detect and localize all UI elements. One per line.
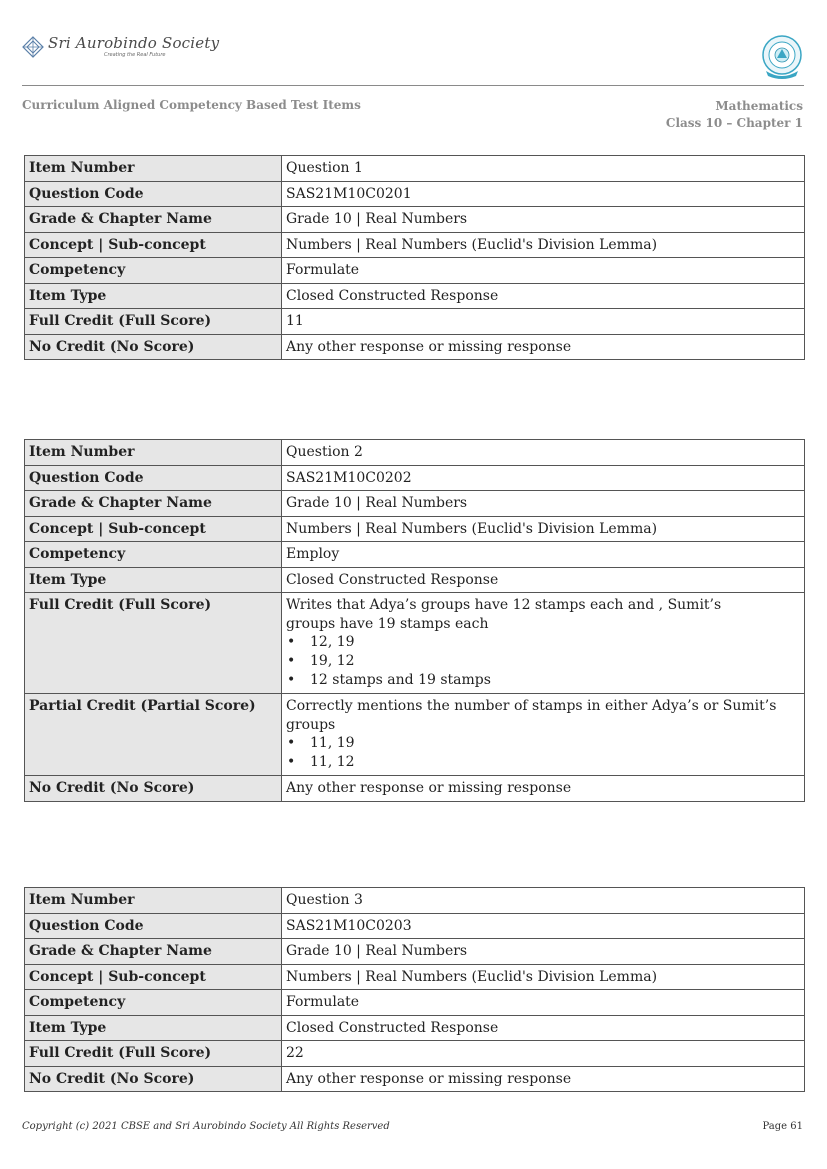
- answer-list: [286, 734, 799, 772]
- row-label: Full Credit (Full Score): [25, 309, 282, 335]
- table-row: [25, 258, 805, 284]
- row-label: No Credit (No Score): [25, 334, 282, 360]
- row-label: Competency: [25, 990, 282, 1016]
- page-number: Page 61: [762, 1121, 803, 1132]
- list-item: • 11, 12: [286, 753, 799, 772]
- row-value: SAS21M10C0203: [282, 913, 805, 939]
- row-label: Grade & Chapter Name: [25, 939, 282, 965]
- row-value: Closed Constructed Response: [282, 1015, 805, 1041]
- row-label: Competency: [25, 542, 282, 568]
- table-row: [25, 516, 805, 542]
- row-label: Grade & Chapter Name: [25, 491, 282, 517]
- table-row: [25, 542, 805, 568]
- row-value: Grade 10 | Real Numbers: [282, 207, 805, 233]
- row-label: Concept | Sub-concept: [25, 516, 282, 542]
- table-row: [25, 888, 805, 914]
- row-value: Closed Constructed Response: [282, 567, 805, 593]
- table-row: [25, 334, 805, 360]
- row-label: Question Code: [25, 465, 282, 491]
- table-row: [25, 283, 805, 309]
- value-line: groups: [286, 716, 336, 733]
- row-label: Item Number: [25, 440, 282, 466]
- row-value: Numbers | Real Numbers (Euclid's Division Lemma): [282, 232, 805, 258]
- row-value: Grade 10 | Real Numbers: [282, 491, 805, 517]
- row-value: 22: [282, 1041, 805, 1067]
- list-item: • 12, 19: [286, 633, 799, 652]
- row-value: Closed Constructed Response: [282, 283, 805, 309]
- item-table-question-3: [24, 887, 805, 1092]
- table-row: [25, 939, 805, 965]
- row-label: Competency: [25, 258, 282, 284]
- row-value: Any other response or missing response: [282, 776, 805, 802]
- row-label: Question Code: [25, 181, 282, 207]
- cbse-seal-icon: [761, 34, 803, 80]
- row-label: Concept | Sub-concept: [25, 232, 282, 258]
- list-item: • 11, 19: [286, 734, 799, 753]
- row-value: Grade 10 | Real Numbers: [282, 939, 805, 965]
- society-emblem-icon: [22, 36, 44, 58]
- table-row: [25, 491, 805, 517]
- row-label: Full Credit (Full Score): [25, 593, 282, 694]
- list-item: • 12 stamps and 19 stamps: [286, 671, 799, 690]
- row-label: Item Type: [25, 567, 282, 593]
- value-line: Correctly mentions the number of stamps in either Adya’s or Sumit’s: [286, 698, 777, 714]
- table-row: [25, 913, 805, 939]
- table-row: [25, 156, 805, 182]
- row-value: SAS21M10C0202: [282, 465, 805, 491]
- table-row: [25, 207, 805, 233]
- row-value: SAS21M10C0201: [282, 181, 805, 207]
- row-label: Question Code: [25, 913, 282, 939]
- brand-tagline: Creating the Real Future: [104, 52, 166, 58]
- row-label: Item Number: [25, 888, 282, 914]
- table-row: [25, 694, 805, 776]
- copyright-notice: Copyright (c) 2021 CBSE and Sri Aurobindo Society All Rights Reserved: [22, 1121, 390, 1132]
- row-label: No Credit (No Score): [25, 776, 282, 802]
- row-label: Item Number: [25, 156, 282, 182]
- item-table-question-1: [24, 155, 805, 360]
- sri-aurobindo-society-logo: [22, 36, 219, 58]
- row-label: No Credit (No Score): [25, 1066, 282, 1092]
- page-header: [0, 0, 827, 150]
- table-row: [25, 990, 805, 1016]
- row-value: Any other response or missing response: [282, 1066, 805, 1092]
- row-value: Numbers | Real Numbers (Euclid's Division Lemma): [282, 964, 805, 990]
- subject-block: [666, 98, 803, 132]
- table-row: [25, 1041, 805, 1067]
- document-title: Curriculum Aligned Competency Based Test Items: [22, 98, 361, 112]
- table-row: [25, 776, 805, 802]
- table-row: [25, 465, 805, 491]
- class-chapter-label: Class 10 – Chapter 1: [665, 116, 803, 130]
- table-row: [25, 1015, 805, 1041]
- row-value: Numbers | Real Numbers (Euclid's Division Lemma): [282, 516, 805, 542]
- full-credit-value: [282, 593, 805, 694]
- table-row: [25, 309, 805, 335]
- row-label: Item Type: [25, 283, 282, 309]
- row-value: Formulate: [282, 258, 805, 284]
- subject-label: Mathematics: [715, 99, 803, 113]
- row-value: Question 1: [282, 156, 805, 182]
- row-value: Question 3: [282, 888, 805, 914]
- row-label: Partial Credit (Partial Score): [25, 694, 282, 776]
- table-row: [25, 181, 805, 207]
- answer-list: [286, 633, 799, 690]
- row-value: 11: [282, 309, 805, 335]
- table-row: [25, 567, 805, 593]
- table-row: [25, 440, 805, 466]
- row-value: Employ: [282, 542, 805, 568]
- value-line: groups have 19 stamps each: [286, 615, 489, 632]
- list-item: • 19, 12: [286, 652, 799, 671]
- row-label: Concept | Sub-concept: [25, 964, 282, 990]
- table-row: [25, 964, 805, 990]
- row-label: Grade & Chapter Name: [25, 207, 282, 233]
- item-table-question-2: [24, 439, 805, 802]
- table-row: [25, 1066, 805, 1092]
- partial-credit-value: [282, 694, 805, 776]
- row-value: Question 2: [282, 440, 805, 466]
- header-divider: [22, 85, 804, 86]
- row-label: Item Type: [25, 1015, 282, 1041]
- value-line: Writes that Adya’s groups have 12 stamps each and , Sumit’s: [286, 597, 722, 613]
- row-label: Full Credit (Full Score): [25, 1041, 282, 1067]
- row-value: Formulate: [282, 990, 805, 1016]
- table-row: [25, 232, 805, 258]
- table-row: [25, 593, 805, 694]
- brand-name: Sri Aurobindo Society: [48, 34, 220, 52]
- row-value: Any other response or missing response: [282, 334, 805, 360]
